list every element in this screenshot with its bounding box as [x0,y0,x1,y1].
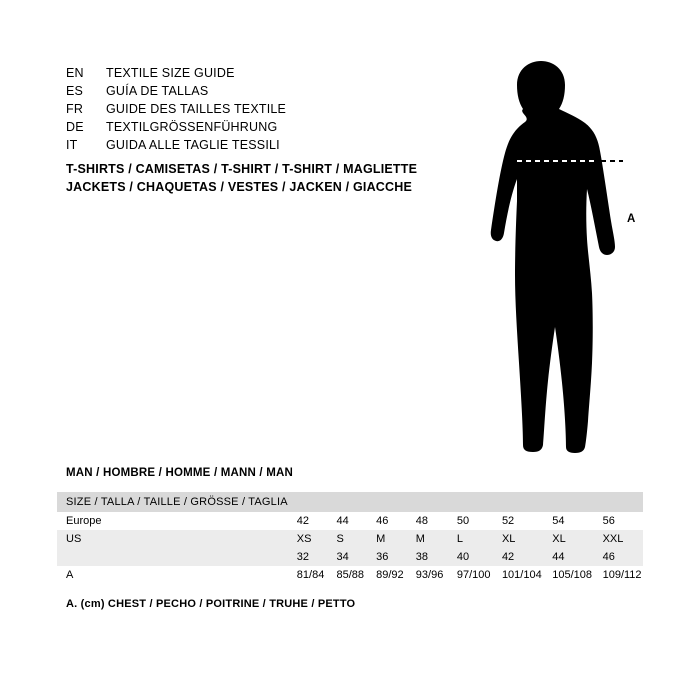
row-label: Europe [57,512,288,530]
table-cell: 54 [543,512,593,530]
table-cell: 36 [367,548,407,566]
table-cell: 42 [493,548,543,566]
table-cell: 46 [594,548,643,566]
table-cell: 89/92 [367,566,407,584]
table-row [57,548,643,566]
category-line-tshirts: T-SHIRTS / CAMISETAS / T-SHIRT / T-SHIRT / MAGLIETTE [66,162,418,176]
table-cell: 46 [367,512,407,530]
table-cell: 38 [407,548,448,566]
table-cell: 44 [543,548,593,566]
table-cell: 32 [288,548,328,566]
table-cell: 101/104 [493,566,543,584]
language-row [66,118,446,136]
table-header-row [57,492,643,512]
table-cell: XS [288,530,328,548]
table-header-cell: SIZE / TALLA / TAILLE / GRÖSSE / TAGLIA [57,492,288,512]
table-note: A. (cm) CHEST / PECHO / POITRINE / TRUHE / PETTO [66,598,356,610]
table-cell: M [367,530,407,548]
language-row [66,82,446,100]
table-row [57,530,643,548]
table-title: MAN / HOMBRE / HOMME / MANN / MAN [66,467,294,479]
language-text: GUIDE DES TAILLES TEXTILE [106,102,287,116]
table-cell: M [407,530,448,548]
language-code: EN [66,66,84,80]
size-table [57,492,643,584]
table-cell: 81/84 [288,566,328,584]
male-silhouette-figure [455,55,655,455]
silhouette-icon [455,55,655,455]
table-header-cell [448,492,493,512]
language-row [66,136,446,154]
language-code: DE [66,120,84,134]
table-header-cell [543,492,593,512]
row-label [57,548,288,566]
language-row [66,64,446,82]
table-header-cell [327,492,367,512]
table-header-cell [288,492,328,512]
language-text: GUIDA ALLE TAGLIE TESSILI [106,138,280,152]
category-line-jackets: JACKETS / CHAQUETAS / VESTES / JACKEN / GIACCHE [66,180,413,194]
measure-label-a: A [627,213,636,225]
language-list [66,64,446,154]
table-cell: 93/96 [407,566,448,584]
table-cell: 56 [594,512,643,530]
table-cell: 52 [493,512,543,530]
table-cell: 109/112 [594,566,643,584]
table-cell: 97/100 [448,566,493,584]
language-row [66,100,446,118]
category-headings [66,160,486,196]
language-code: ES [66,84,84,98]
table-cell: 34 [327,548,367,566]
table-cell: XXL [594,530,643,548]
language-text: TEXTILE SIZE GUIDE [106,66,235,80]
language-text: GUÍA DE TALLAS [106,84,209,98]
table-row [57,566,643,584]
table-cell: 105/108 [543,566,593,584]
table-header-cell [594,492,643,512]
row-label: A [57,566,288,584]
language-code: IT [66,138,78,152]
table-row [57,512,643,530]
table-cell: XL [543,530,593,548]
table-header-cell [367,492,407,512]
table-cell: XL [493,530,543,548]
table-cell: L [448,530,493,548]
row-label: US [57,530,288,548]
table-cell: 44 [327,512,367,530]
table-cell: 42 [288,512,328,530]
table-cell: 40 [448,548,493,566]
table-cell: 85/88 [327,566,367,584]
table-header-cell [493,492,543,512]
table-header-cell [407,492,448,512]
table-cell: S [327,530,367,548]
table-cell: 50 [448,512,493,530]
language-code: FR [66,102,84,116]
language-text: TEXTILGRÖSSENFÜHRUNG [106,120,278,134]
table-cell: 48 [407,512,448,530]
